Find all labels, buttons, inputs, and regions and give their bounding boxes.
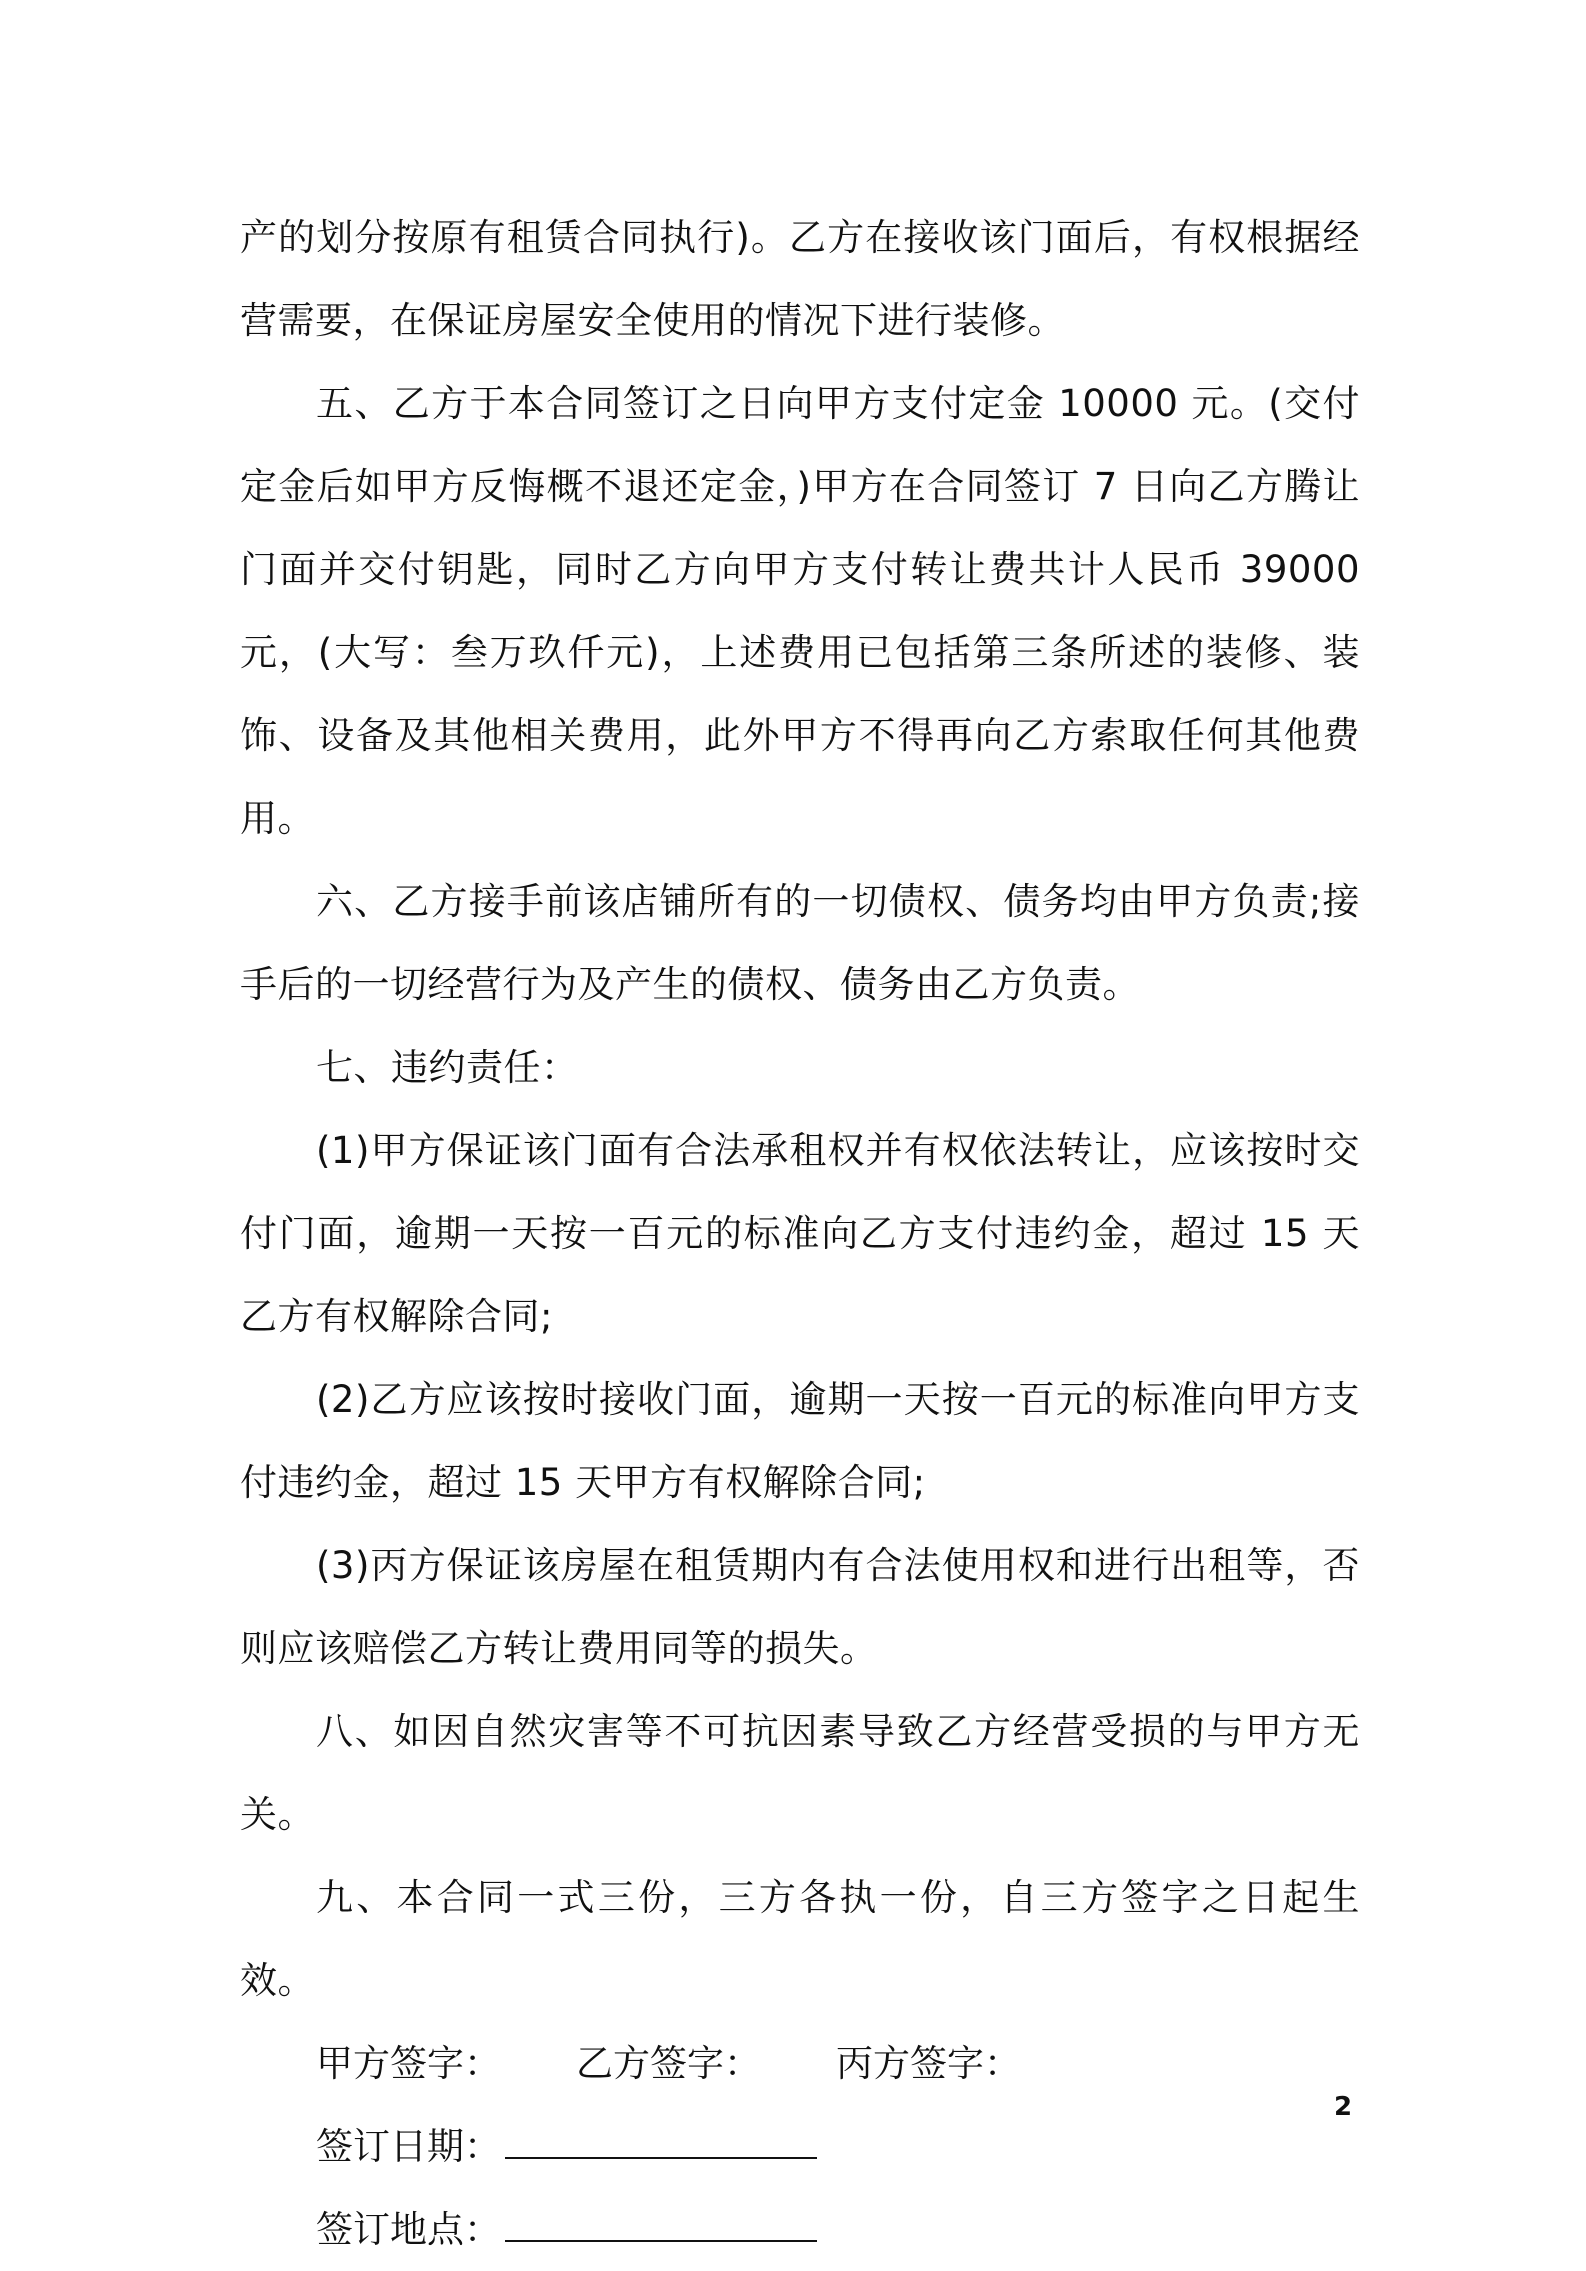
document-body — [240, 196, 1360, 2271]
sign-place-row — [240, 2188, 1360, 2271]
paragraph-clause-7-item-3: (3)丙方保证该房屋在租赁期内有合法使用权和进行出租等，否则应该赔偿乙方转让费用同等的损失。 — [240, 1544, 1360, 1670]
sign-date-row — [240, 2105, 1360, 2188]
signature-row — [240, 2022, 1360, 2105]
paragraph-clause-7-item-2: (2)乙方应该按时接收门面，逾期一天按一百元的标准向甲方支付违约金，超过 15 天甲方有权解除合同; — [240, 1378, 1360, 1504]
party-a-signature-label: 甲方签字： — [316, 2042, 501, 2085]
page-number: 2 — [1334, 2092, 1353, 2122]
paragraph-clause-5: 五、乙方于本合同签订之日向甲方支付定金 10000 元。(交付定金后如甲方反悔概不退还定金，)甲方在合同签订 7 日向乙方腾让门面并交付钥匙，同时乙方向甲方支付转让费共计人民币 39000 元，(大写：叁万玖仟元)，上述费用已包括第三条所述的装修、装饰、设备及其他相关费用，此外甲方不得再向乙方索取任何其他费用。 — [240, 382, 1360, 840]
paragraph-clause-7-item-1: (1)甲方保证该门面有合法承租权并有权依法转让，应该按时交付门面，逾期一天按一百元的标准向乙方支付违约金，超过 15 天乙方有权解除合同; — [240, 1129, 1360, 1338]
paragraph-clause-7-heading: 七、违约责任： — [316, 1046, 579, 1089]
paragraph-clause-9: 九、本合同一式三份，三方各执一份，自三方签字之日起生效。 — [240, 1876, 1360, 2002]
sign-date-blank — [505, 2127, 817, 2159]
sign-date-label: 签订日期： — [316, 2125, 501, 2168]
sign-place-label: 签订地点： — [316, 2208, 501, 2251]
sign-place-blank — [505, 2210, 817, 2242]
party-b-signature-label: 乙方签字： — [576, 2042, 761, 2085]
paragraph-continuation: 产的划分按原有租赁合同执行)。乙方在接收该门面后，有权根据经营需要，在保证房屋安全使用的情况下进行装修。 — [240, 216, 1360, 342]
paragraph-clause-6: 六、乙方接手前该店铺所有的一切债权、债务均由甲方负责;接手后的一切经营行为及产生的债权、债务由乙方负责。 — [240, 880, 1360, 1006]
paragraph-clause-8: 八、如因自然灾害等不可抗因素导致乙方经营受损的与甲方无关。 — [240, 1710, 1360, 1836]
party-c-signature-label: 丙方签字： — [836, 2042, 1021, 2085]
